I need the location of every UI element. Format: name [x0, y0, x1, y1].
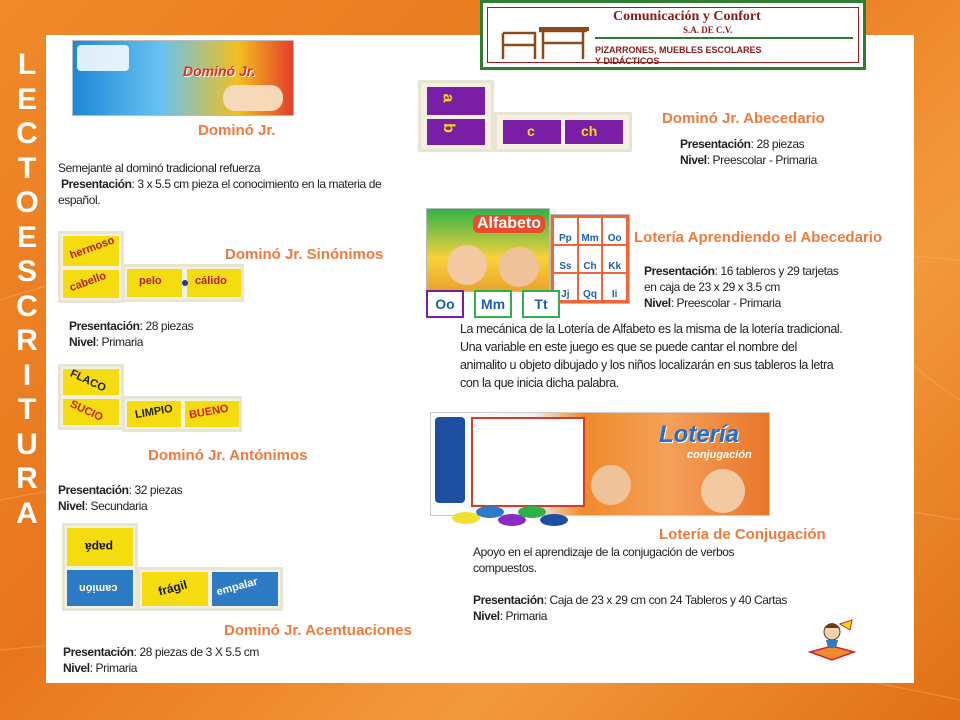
board-card [435, 417, 465, 503]
level-label: Nivel [69, 335, 96, 349]
title-letter: T [17, 393, 37, 426]
tile-letter: b [439, 123, 457, 133]
presentation-label: Presentación [69, 319, 140, 333]
brand-badge [77, 45, 129, 71]
presentation-value: : 28 piezas de 3 X 5.5 cm [133, 645, 259, 659]
antonimos-domino-image-2 [122, 396, 242, 432]
tile-letter: c [527, 123, 535, 139]
letter-tile: Tt [522, 290, 560, 318]
desc-line: con la que inicia dicha palabra. [460, 376, 619, 390]
abecedario-title: Dominó Jr. Abecedario [662, 110, 825, 127]
desc-line [58, 176, 381, 192]
acentuaciones-title: Dominó Jr. Acentuaciones [224, 622, 412, 639]
tile-center-dot [182, 280, 188, 286]
presentation-label: Presentación [58, 483, 129, 497]
level-line [63, 660, 259, 676]
chip [540, 514, 568, 526]
antonimos-domino-image [58, 364, 124, 430]
antonimos-title: Dominó Jr. Antónimos [148, 447, 308, 464]
presentation-value: : 28 piezas [139, 319, 194, 333]
desc-line: Apoyo en el aprendizaje de la conjugación de verbos [473, 545, 735, 559]
letter-card: Oo [603, 218, 626, 244]
desc-line: La mecánica de la Lotería de Alfabeto es la misma de la lotería tradicional. [460, 322, 843, 336]
title-letter: E [16, 220, 37, 254]
tile-word: frágil [156, 577, 189, 599]
level-line [473, 608, 787, 624]
letter-card: Kk [603, 246, 626, 272]
letter-card: Jj [554, 274, 577, 300]
presentation-value: : 32 piezas [128, 483, 183, 497]
presentation-value: : Caja de 23 x 29 cm con 24 Tableros y 40 Cartas [543, 593, 787, 607]
domino-jr-title: Dominó Jr. [198, 122, 276, 139]
tile-word: cálido [195, 275, 227, 287]
loteria-abecedario-title: Lotería Aprendiendo el Abecedario [634, 229, 883, 246]
logo-tagline-1: PIZARRONES, MUEBLES ESCOLARES [595, 45, 762, 55]
company-logo [480, 0, 866, 70]
level-label: Nivel [473, 609, 500, 623]
tile-letter: a [439, 93, 457, 103]
presentation-label: Presentación [680, 137, 751, 151]
loteria-conjugacion-box-image [430, 412, 770, 516]
presentation-line [680, 136, 817, 152]
tile-word: papá [85, 540, 114, 554]
domino-jr-description [58, 160, 381, 208]
presentation-value: : 28 piezas [750, 137, 805, 151]
desk-chair-icon [495, 15, 595, 63]
title-letter: R [16, 324, 38, 357]
loteria-cards-image [550, 214, 630, 304]
logo-divider [595, 37, 853, 39]
child-photo [701, 469, 745, 513]
presentation-line [644, 263, 839, 279]
presentation-label: Presentación [63, 645, 134, 659]
children-photo [223, 85, 283, 111]
letter-tile: Mm [474, 290, 512, 318]
level-value: : Preescolar - Primaria [670, 296, 781, 310]
acentuaciones-details [63, 644, 259, 676]
letter-card: Ch [579, 246, 602, 272]
board-card [471, 417, 585, 507]
domino-box-label: Dominó Jr. [183, 63, 256, 79]
tile-word: LIMPIO [134, 402, 174, 422]
sinonimos-title: Dominó Jr. Sinónimos [225, 246, 384, 263]
title-letter: R [16, 462, 38, 495]
letter-card: Ii [603, 274, 626, 300]
child-photo [499, 247, 539, 287]
abecedario-domino-image [418, 80, 494, 152]
loteria-abecedario-details [644, 263, 839, 311]
logo-tagline-2: Y DIDÁCTICOS [595, 56, 660, 66]
sinonimos-domino-image [58, 231, 124, 303]
presentation-value: : 3 x 5.5 cm pieza el conocimiento en la materia de [131, 177, 382, 191]
letter-card: Mm [579, 218, 602, 244]
level-line [644, 295, 839, 311]
level-value: : Preescolar - Primaria [706, 153, 817, 167]
colored-chips [452, 506, 572, 528]
child-photo [591, 465, 631, 505]
title-letter: U [16, 427, 38, 461]
desc-line: compuestos. [473, 561, 537, 575]
letter-card: Pp [554, 218, 577, 244]
tile-word: BUENO [188, 402, 230, 422]
domino-jr-box-image [72, 40, 294, 116]
title-letter: C [16, 289, 38, 323]
loteria-conjugacion-title: Lotería de Conjugación [659, 526, 826, 543]
title-letter: E [16, 82, 37, 116]
desc-line: Semejante al dominó tradicional refuerza [58, 161, 261, 175]
level-label: Nivel [58, 499, 85, 513]
level-line [69, 334, 193, 350]
tile-word: pelo [139, 275, 162, 287]
level-value: : Primaria [499, 609, 548, 623]
tile-letter: ch [581, 123, 598, 139]
logo-company-suffix: S.A. DE C.V. [683, 25, 733, 35]
letter-card: Qq [579, 274, 602, 300]
acentuaciones-domino-image [62, 523, 138, 611]
title-letter: O [15, 186, 39, 219]
letter-card: Ss [554, 246, 577, 272]
presentation-line-2: en caja de 23 x 29 x 3.5 cm [644, 280, 780, 294]
desc-line: español. [58, 193, 101, 207]
presentation-line [473, 592, 787, 608]
tile-word: empalar [215, 575, 260, 599]
tile-word: SUCIO [68, 398, 105, 424]
desc-line: animalito u objeto dibujado y los niños localizarán en sus tableros la letra [460, 358, 834, 372]
level-label: Nivel [680, 153, 707, 167]
tile-word: cabello [68, 269, 108, 295]
presentation-line [58, 482, 182, 498]
presentation-value: : 16 tableros y 29 tarjetas [714, 264, 839, 278]
sinonimos-details [69, 318, 193, 350]
child-photo [447, 245, 487, 285]
title-letter: A [16, 496, 38, 530]
conjugacion-box-label: Lotería [659, 421, 740, 448]
title-letter: S [16, 255, 37, 288]
title-letter: C [16, 117, 38, 150]
presentation-label: Presentación [473, 593, 544, 607]
tile-word: FLACO [68, 367, 108, 395]
desc-line: Una variable en este juego es que se puede cantar el nombre del [460, 340, 797, 354]
level-value: : Primaria [95, 335, 144, 349]
sinonimos-domino-image-2 [122, 264, 244, 302]
presentation-line [69, 318, 193, 334]
loteria-alfabeto-box-image [426, 208, 550, 292]
tile-word: camión [79, 582, 118, 594]
presentation-line [63, 644, 259, 660]
alfabeto-box-label: Alfabeto [473, 215, 545, 233]
abecedario-domino-image-2 [494, 112, 632, 152]
abecedario-details [680, 136, 817, 168]
title-letter: T [17, 151, 37, 185]
level-value: : Primaria [89, 661, 138, 675]
level-label: Nivel [644, 296, 671, 310]
title-letter: L [17, 48, 37, 81]
antonimos-details [58, 482, 182, 514]
loteria-conjugacion-details [473, 544, 787, 624]
tile-word: hermoso [68, 234, 117, 262]
logo-divider [595, 67, 853, 69]
logo-company-name: Comunicación y Confort [613, 9, 761, 24]
level-value: : Secundaria [84, 499, 148, 513]
level-line [58, 498, 182, 514]
title-letter: I [22, 358, 32, 392]
loteria-abecedario-description [460, 320, 850, 392]
conjugacion-box-sublabel: conjugación [687, 449, 752, 461]
acentuaciones-domino-image-2 [137, 567, 283, 611]
presentation-label: Presentación [60, 177, 132, 191]
presentation-label: Presentación [644, 264, 715, 278]
reading-child-clipart-icon [806, 616, 858, 666]
level-line [680, 152, 817, 168]
letter-tile: Oo [426, 290, 464, 318]
spacer [473, 576, 787, 592]
loteria-tiles-row [426, 290, 560, 318]
level-label: Nivel [63, 661, 90, 675]
